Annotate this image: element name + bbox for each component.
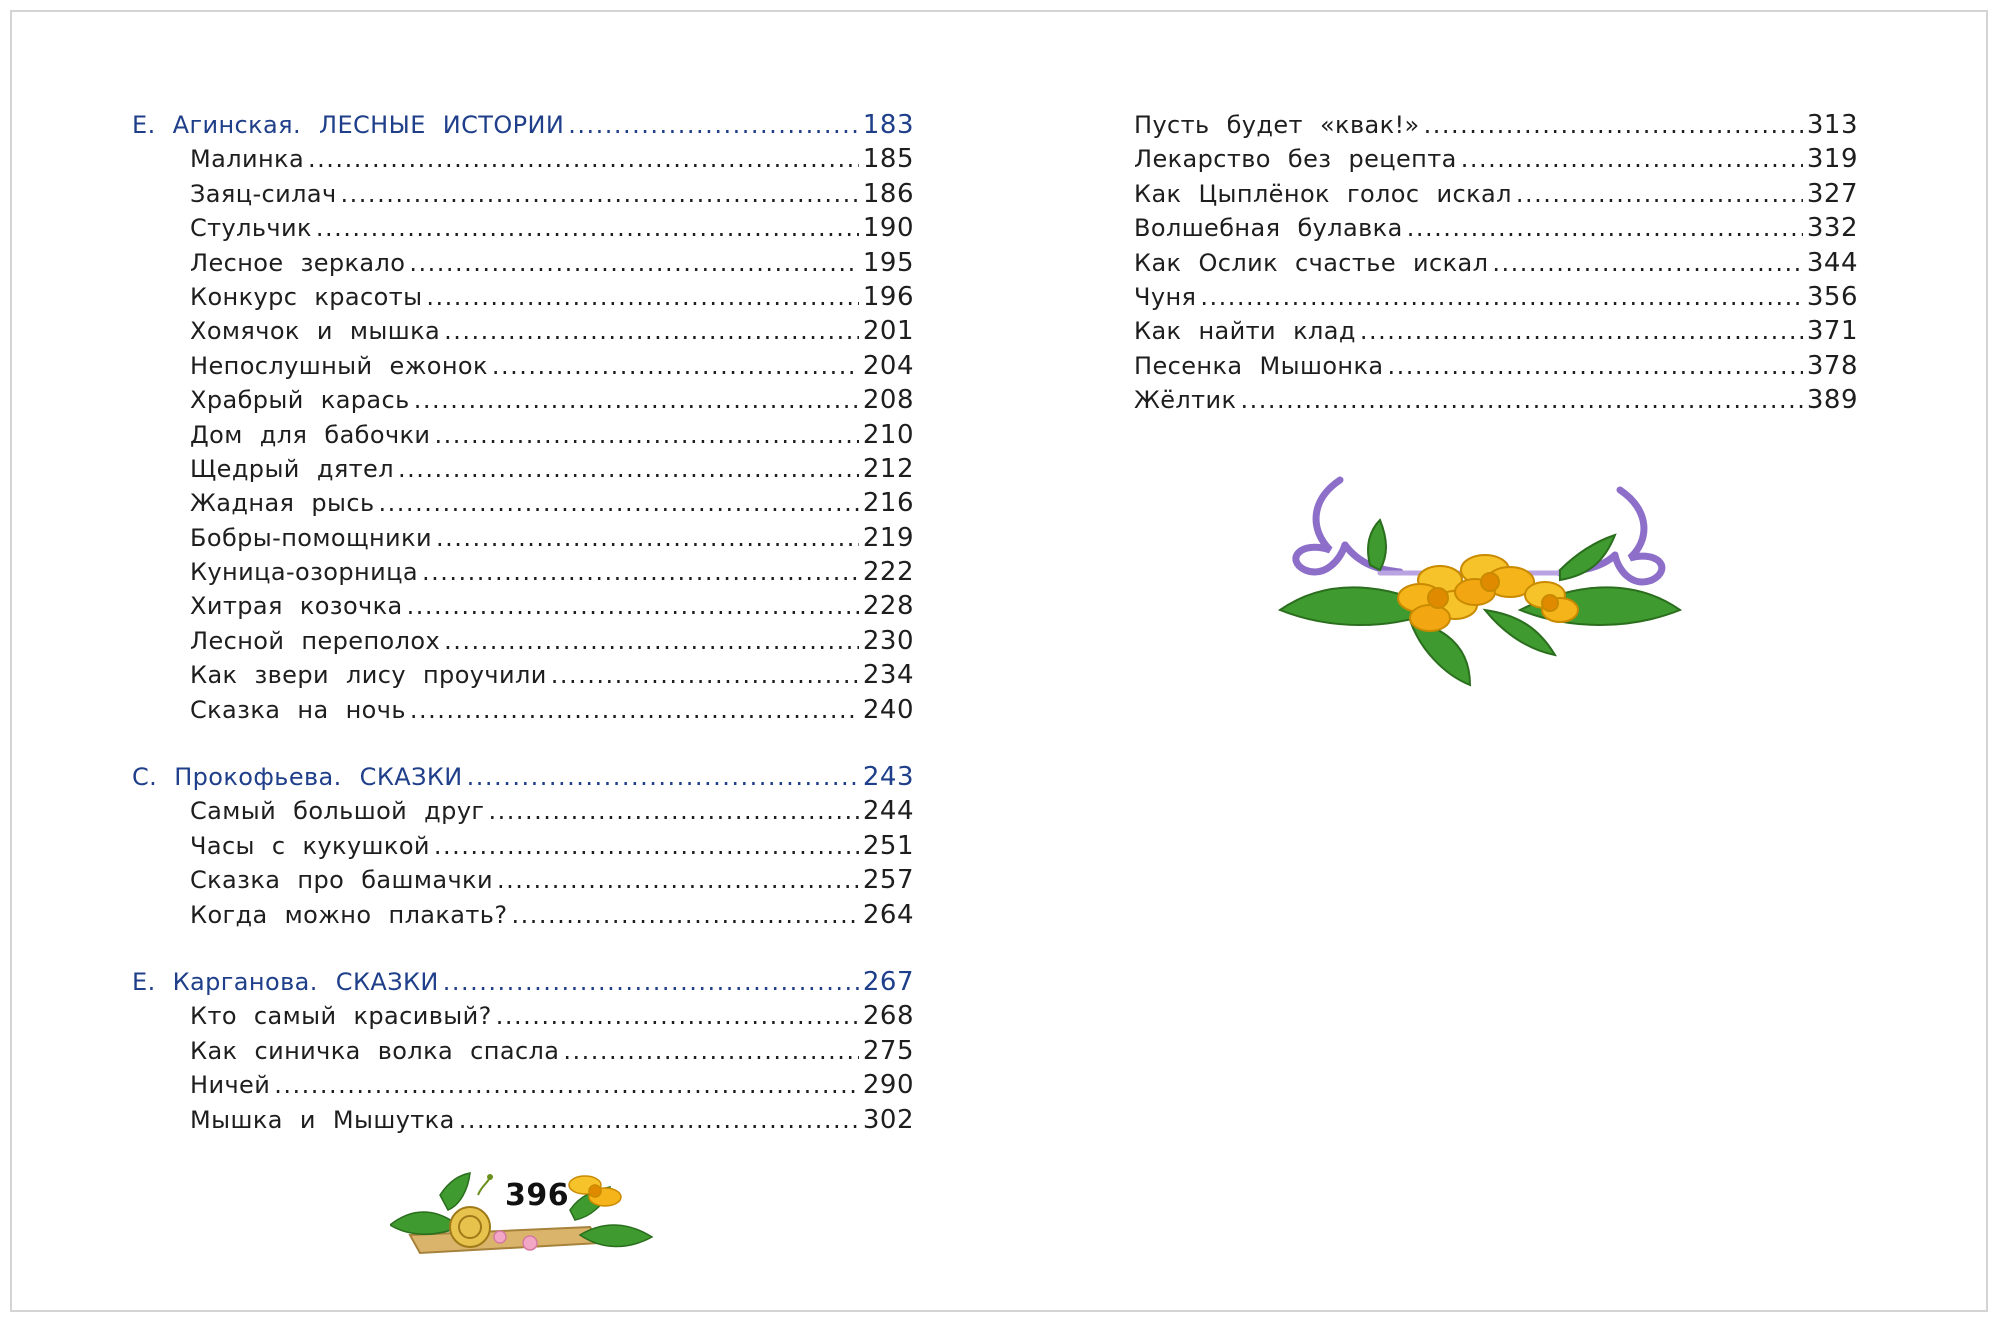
- entry-page: 257: [862, 865, 914, 896]
- entry-page: 332: [1806, 213, 1858, 244]
- entry-title: Жёлтик: [1134, 386, 1237, 415]
- toc-section-heading[interactable]: [132, 967, 914, 1001]
- entry-page: 186: [862, 178, 914, 209]
- section-author: Е. Агинская.: [132, 111, 302, 139]
- dot-leader: [443, 968, 859, 996]
- toc-entry[interactable]: [1134, 179, 1858, 213]
- entry-title: Мышка и Мышутка: [190, 1105, 455, 1134]
- toc-entry[interactable]: [132, 282, 914, 316]
- entry-page: 244: [862, 796, 914, 827]
- entry-title: Часы с кукушкой: [190, 831, 430, 860]
- section-page: 267: [862, 966, 914, 997]
- toc-entry[interactable]: [1134, 248, 1858, 282]
- entry-title: Песенка Мышонка: [1134, 351, 1384, 380]
- entry-page: 208: [862, 385, 914, 416]
- toc-entry[interactable]: [132, 865, 914, 899]
- dot-leader: [1360, 317, 1803, 345]
- dot-leader: [1492, 249, 1803, 277]
- entry-title: Пусть будет «квак!»: [1134, 111, 1420, 139]
- section-author: Е. Карганова.: [132, 967, 318, 996]
- dot-leader: [1240, 386, 1802, 414]
- entry-page: 302: [862, 1104, 914, 1135]
- section-page: 243: [862, 762, 914, 793]
- entry-title: Чуня: [1134, 282, 1197, 311]
- toc-section: [132, 762, 914, 934]
- section-title: СКАЗКИ: [335, 967, 439, 996]
- dot-leader: [492, 352, 859, 380]
- dot-leader: [488, 797, 858, 825]
- entry-page: 185: [862, 144, 914, 175]
- entry-page: 344: [1806, 247, 1858, 278]
- entry-title: Как Ослик счастье искал: [1134, 248, 1489, 277]
- entry-title: Куница-озорница: [190, 558, 418, 587]
- entry-page: 222: [862, 557, 914, 588]
- dot-leader: [341, 180, 859, 208]
- toc-entry[interactable]: [132, 351, 914, 385]
- entry-title: Как Цыплёнок голос искал: [1134, 179, 1512, 208]
- toc-entry[interactable]: [132, 454, 914, 488]
- dot-leader: [274, 1071, 859, 1099]
- entry-page: 264: [862, 899, 914, 930]
- dot-leader: [1461, 145, 1803, 173]
- page-number: 396: [505, 1178, 570, 1213]
- entry-title: Лекарство без рецепта: [1134, 145, 1457, 174]
- dot-leader: [568, 111, 859, 139]
- dot-leader: [551, 661, 859, 689]
- toc-entry[interactable]: [1134, 351, 1858, 385]
- entry-title: Самый большой друг: [190, 797, 485, 826]
- entry-page: 210: [862, 419, 914, 450]
- entry-page: 319: [1806, 144, 1858, 175]
- entry-page: 268: [862, 1001, 914, 1032]
- toc-entry[interactable]: [132, 660, 914, 694]
- entry-page: 378: [1806, 350, 1858, 381]
- toc-entry[interactable]: [132, 831, 914, 865]
- flower-garland-ornament: [1270, 470, 1690, 690]
- dot-leader: [398, 455, 859, 483]
- dot-leader: [407, 592, 859, 620]
- section-title: СКАЗКИ: [359, 763, 463, 792]
- toc-entry[interactable]: [1134, 110, 1858, 144]
- dot-leader: [426, 283, 858, 311]
- section-author: С. Прокофьева.: [132, 763, 342, 792]
- toc-entry[interactable]: [132, 557, 914, 591]
- entry-page: 275: [862, 1035, 914, 1066]
- entry-title: Непослушный ежонок: [190, 351, 488, 380]
- dot-leader: [1200, 283, 1802, 311]
- entry-title: Жадная рысь: [190, 489, 375, 518]
- entry-title: Заяц-силач: [190, 179, 337, 208]
- entry-page: 219: [862, 522, 914, 553]
- entry-title: Как звери лису проучили: [190, 661, 547, 690]
- dot-leader: [511, 901, 858, 929]
- dot-leader: [409, 249, 858, 277]
- toc-entry[interactable]: [1134, 282, 1858, 316]
- dot-leader: [410, 696, 859, 724]
- entry-page: 290: [862, 1070, 914, 1101]
- entry-title: Сказка на ночь: [190, 695, 406, 724]
- toc-entry[interactable]: [132, 213, 914, 247]
- toc-entry[interactable]: [132, 420, 914, 454]
- toc-entry[interactable]: [132, 626, 914, 660]
- entry-page: 212: [862, 453, 914, 484]
- toc-entry[interactable]: [132, 1001, 914, 1035]
- entry-title: Кто самый красивый?: [190, 1002, 492, 1031]
- toc-entry[interactable]: [132, 796, 914, 830]
- toc-entry[interactable]: [132, 695, 914, 729]
- entry-page: 327: [1806, 178, 1858, 209]
- dot-leader: [444, 317, 859, 345]
- entry-title: Лесное зеркало: [190, 248, 406, 277]
- entry-page: 356: [1806, 281, 1858, 312]
- dot-leader: [1407, 214, 1803, 242]
- dot-leader: [467, 763, 859, 791]
- entry-page: 240: [862, 694, 914, 725]
- toc-entry[interactable]: [132, 1105, 914, 1139]
- entry-page: 201: [862, 316, 914, 347]
- dot-leader: [434, 421, 858, 449]
- toc-entry[interactable]: [132, 1070, 914, 1104]
- entry-title: Стульчик: [190, 214, 312, 243]
- toc-section: [132, 967, 914, 1139]
- entry-title: Конкурс красоты: [190, 282, 423, 311]
- dot-leader: [1424, 111, 1803, 139]
- dot-leader: [434, 832, 859, 860]
- dot-leader: [379, 489, 859, 517]
- entry-title: Волшебная булавка: [1134, 214, 1403, 243]
- entry-page: 251: [862, 830, 914, 861]
- entry-title: Дом для бабочки: [190, 420, 431, 449]
- entry-title: Сказка про башмачки: [190, 866, 493, 895]
- dot-leader: [444, 627, 859, 655]
- toc-section: [132, 110, 914, 729]
- entry-title: Ничей: [190, 1071, 271, 1100]
- toc-entry[interactable]: [1134, 213, 1858, 247]
- entry-page: 190: [862, 213, 914, 244]
- flower-icon: [1398, 555, 1578, 631]
- entry-title: Храбрый карась: [190, 386, 410, 415]
- entry-page: 195: [862, 247, 914, 278]
- toc-section-heading[interactable]: [132, 110, 914, 144]
- section-title: ЛЕСНЫЕ ИСТОРИИ: [319, 111, 565, 139]
- toc-section-heading[interactable]: [132, 762, 914, 796]
- toc-right-column: [1134, 110, 1858, 420]
- toc-left-column: [132, 110, 914, 1172]
- entry-page: 228: [862, 591, 914, 622]
- entry-title: Малинка: [190, 145, 305, 174]
- toc-entry[interactable]: [132, 1036, 914, 1070]
- dot-leader: [1516, 180, 1803, 208]
- toc-entry[interactable]: [132, 900, 914, 934]
- entry-page: 204: [862, 350, 914, 381]
- dot-leader: [436, 524, 859, 552]
- dot-leader: [1388, 352, 1803, 380]
- toc-entry[interactable]: [1134, 144, 1858, 178]
- toc-entry[interactable]: [132, 523, 914, 557]
- entry-title: Щедрый дятел: [190, 454, 394, 483]
- toc-entry[interactable]: [132, 385, 914, 419]
- dot-leader: [497, 866, 859, 894]
- dot-leader: [414, 386, 859, 414]
- dot-leader: [496, 1002, 859, 1030]
- entry-title: Когда можно плакать?: [190, 900, 508, 929]
- entry-page: 230: [862, 625, 914, 656]
- toc-entry[interactable]: [132, 316, 914, 350]
- toc-entry[interactable]: [132, 488, 914, 522]
- toc-entry[interactable]: [132, 179, 914, 213]
- entry-page: 389: [1806, 385, 1858, 416]
- toc-entry[interactable]: [132, 248, 914, 282]
- entry-title: Как найти клад: [1134, 317, 1356, 346]
- entry-title: Лесной переполох: [190, 626, 441, 655]
- entry-page: 196: [862, 281, 914, 312]
- entry-title: Бобры-помощники: [190, 523, 432, 552]
- entry-title: Хитрая козочка: [190, 592, 403, 621]
- section-page: 183: [862, 110, 914, 140]
- dot-leader: [563, 1037, 858, 1065]
- toc-entry[interactable]: [1134, 316, 1858, 350]
- entry-page: 216: [862, 488, 914, 519]
- toc-entry[interactable]: [132, 591, 914, 625]
- entry-page: 234: [862, 660, 914, 691]
- dot-leader: [459, 1106, 859, 1134]
- toc-entry[interactable]: [1134, 385, 1858, 419]
- entry-page: 371: [1806, 316, 1858, 347]
- dot-leader: [422, 558, 859, 586]
- entry-page: 313: [1806, 110, 1858, 140]
- dot-leader: [308, 145, 859, 173]
- dot-leader: [316, 214, 859, 242]
- entry-title: Хомячок и мышка: [190, 317, 441, 346]
- entry-title: Как синичка волка спасла: [190, 1036, 560, 1065]
- toc-entry[interactable]: [132, 144, 914, 178]
